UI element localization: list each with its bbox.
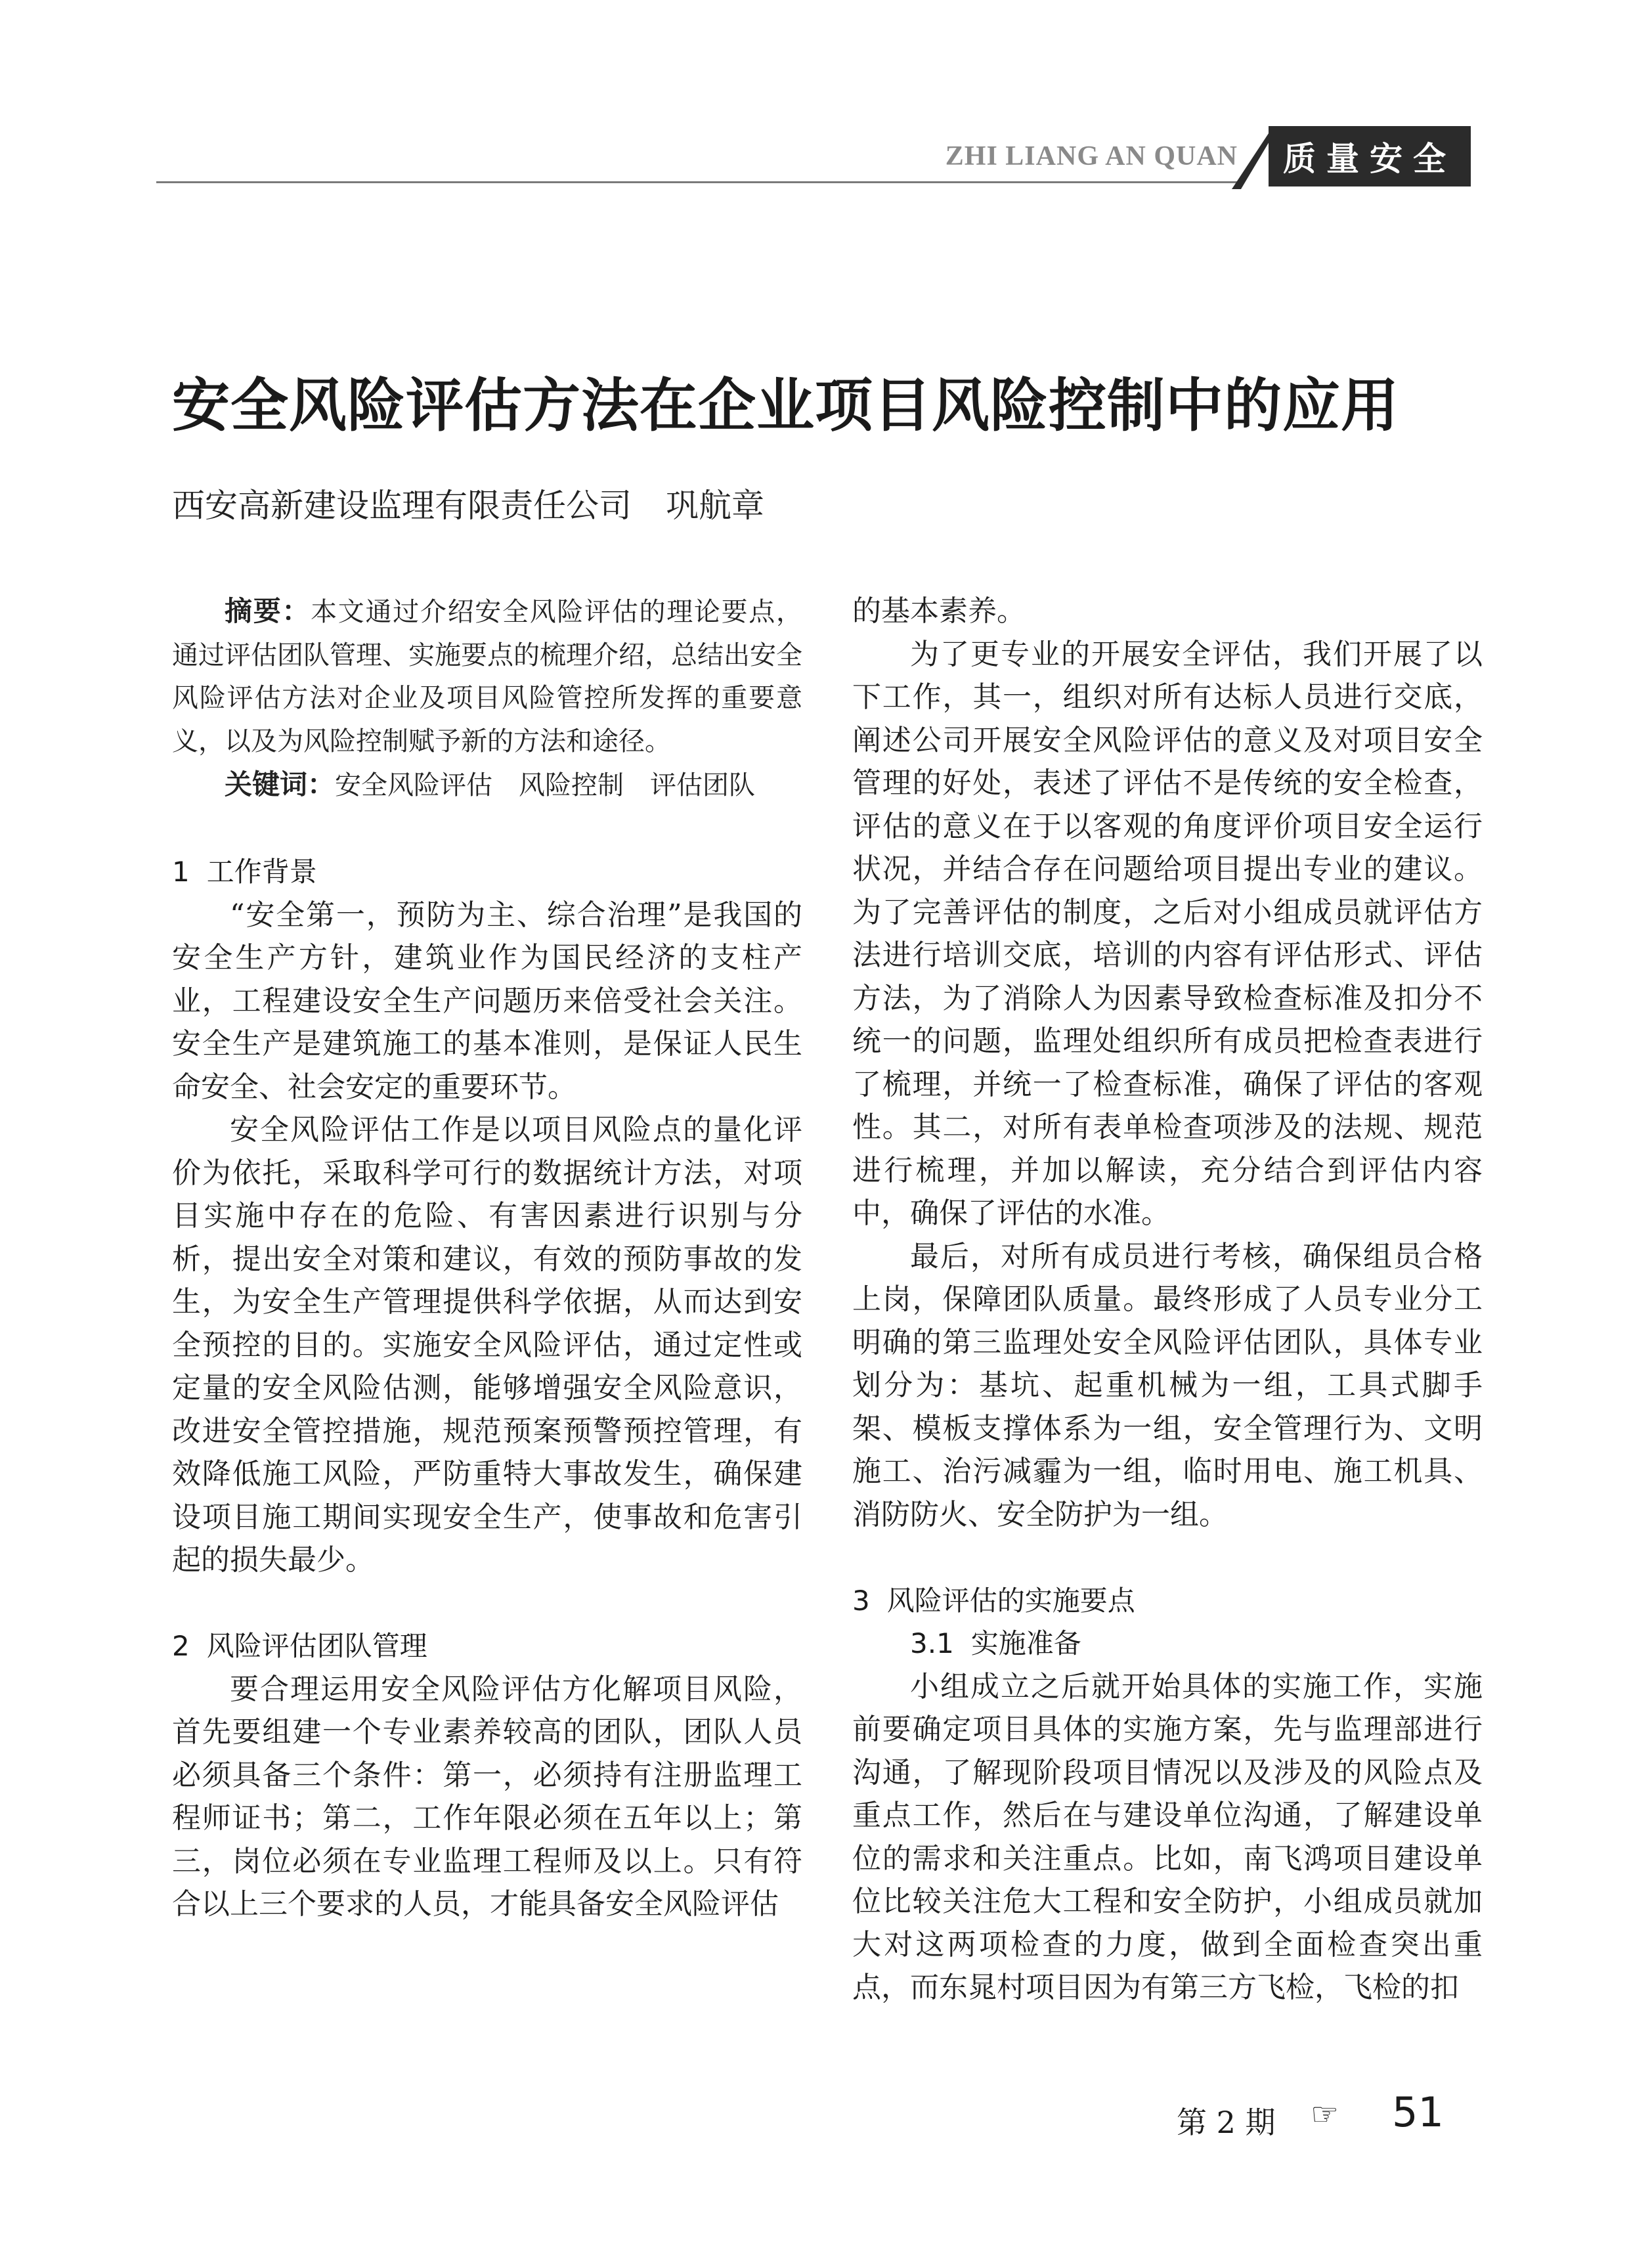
affiliation: 西安高新建设监理有限责任公司 — [172, 487, 632, 525]
keywords — [172, 763, 802, 808]
keywords-label: 关键词： — [225, 768, 336, 800]
section-2-heading: 2 风险评估团队管理 — [172, 1630, 427, 1662]
author-line — [172, 479, 1091, 527]
issue-number: 第 2 期 — [1177, 2105, 1276, 2140]
section-1-paragraph: 安全风险评估工作是以项目风险点的量化评价为依托，采取科学可行的数据统计方法，对项目实施中存在的危险、有害因素进行识别与分析，提出安全对策和建议，有效的预防事故的发生，为安全生产管理提供科学依据，从而达到安全预控的目的。实施安全风险评估，通过定性或定量的安全风险估测，能够增强安全风险意识，改进安全管控措施，规范预案预警预控管理，有效降低施工风险，严防重特大事故发生，确保建设项目施工期间实现安全生产，使事故和危害引起的损失最少。 — [172, 1113, 802, 1577]
section-2-paragraph: 最后，对所有成员进行考核，确保组员合格上岗，保障团队质量。最终形成了人员专业分工明确的第三监理处安全风险评估团队，具体专业划分为：基坑、起重机械为一组，工具式脚手架、模板支撑体系为一组，安全管理行为、文明施工、治污减霾为一组，临时用电、施工机具、消防防火、安全防护为一组。 — [852, 1239, 1483, 1531]
section-2-paragraph: 要合理运用安全风险评估方化解项目风险，首先要组建一个专业素养较高的团队，团队人员必须具备三个条件：第一，必须持有注册监理工程师证书；第二，工作年限必须在五年以上；第三，岗位必须在专业监理工程师及以上。只有符合以上三个要求的人员，才能具备安全风险评估 — [172, 1672, 802, 1921]
abstract-text: 本文通过介绍安全风险评估的理论要点，通过评估团队管理、实施要点的梳理介绍，总结出安全风险评估方法对企业及项目风险管控所发挥的重要意义，以及为风险控制赋予新的方法和途径。 — [172, 597, 802, 756]
column-right — [852, 590, 1483, 2009]
article-title: 安全风险评估方法在企业项目风险控制中的应用 — [172, 372, 1400, 439]
pointing-hand-icon: ☞ — [1311, 2096, 1339, 2133]
header-section-label: 质量安全 — [1269, 126, 1471, 186]
section-2-paragraph: 为了更专业的开展安全评估，我们开展了以下工作，其一，组织对所有达标人员进行交底，阐述公司开展安全风险评估的意义及对项目安全管理的好处，表述了评估不是传统的安全检查，评估的意义在于以客观的角度评价项目安全运行状况，并结合存在问题给项目提出专业的建议。为了完善评估的制度，之后对小组成员就评估方法进行培训交底，培训的内容有评估形式、评估方法，为了消除人为因素导致检查标准及扣分不统一的问题，监理处组织所有成员把检查表进行了梳理，并统一了检查标准，确保了评估的客观性。其二，对所有表单检查项涉及的法规、规范进行梳理，并加以解读，充分结合到评估内容中，确保了评估的水准。 — [852, 637, 1483, 1230]
page-number: 51 — [1392, 2088, 1444, 2136]
abstract-label: 摘要： — [225, 595, 311, 627]
section-2-paragraph-continued: 的基本素养。 — [852, 594, 1026, 628]
abstract — [172, 590, 802, 763]
section-3-paragraph: 小组成立之后就开始具体的实施工作，实施前要确定项目具体的实施方案，先与监理部进行沟通，了解现阶段项目情况以及涉及的风险点及重点工作，然后在与建设单位沟通，了解建设单位的需求和关注重点。比如，南飞鸿项目建设单位比较关注危大工程和安全防护，小组成员就加大对这两项检查的力度，做到全面检查突出重点，而东晁村项目因为有第三方飞检，飞检的扣 — [852, 1669, 1483, 2004]
section-1-heading: 1 工作背景 — [172, 856, 317, 888]
keywords-text: 安全风险评估 风险控制 评估团队 — [335, 770, 756, 800]
header-rule — [156, 181, 1240, 183]
section-3-1-heading: 3.1 实施准备 — [910, 1627, 1081, 1659]
column-left — [172, 590, 802, 1926]
section-1-paragraph: “安全第一，预防为主、综合治理”是我国的安全生产方针，建筑业作为国民经济的支柱产业，工程建设安全生产问题历来倍受社会关注。安全生产是建筑施工的基本准则，是保证人民生命安全、社会安定的重要环节。 — [172, 898, 802, 1104]
section-3-heading: 3 风险评估的实施要点 — [852, 1584, 1135, 1617]
header-pinyin: ZHI LIANG AN QUAN — [945, 141, 1238, 171]
author-name: 巩航章 — [666, 487, 764, 525]
